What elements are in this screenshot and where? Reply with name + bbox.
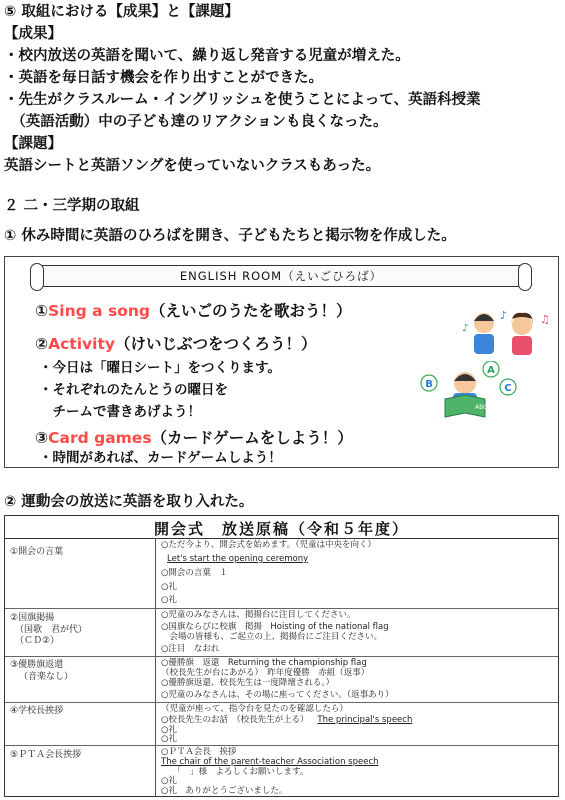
row-divider (5, 702, 558, 703)
activity-line: ・今日は「曜日シート」をつくります。 (39, 360, 281, 376)
script-line: 会場の皆様も、ご起立の上、掲揚台にご注目ください。 (161, 632, 383, 642)
poster-item-english: Sing a song (48, 302, 150, 320)
issues-label: 【課題】 (4, 136, 62, 152)
row-label-sub: （音楽なし） (19, 672, 74, 682)
row-label-sub: （国歌 君が代） (15, 625, 88, 635)
kid-hair (474, 314, 494, 321)
script-line: ○礼 (161, 595, 177, 605)
script-line: ○開会の言葉 １ (161, 568, 228, 578)
script-line: ○礼 ありがとうございました。 (161, 786, 288, 796)
music-note-icon: ♪ (462, 323, 469, 334)
letter-a: A (487, 365, 495, 376)
script-line: 「 」様 よろしくお願いします。 (173, 767, 309, 777)
script-line (161, 715, 412, 726)
script-title: 開会式 放送原稿（令和５年度） (153, 520, 409, 538)
script-line: ○礼 (161, 776, 177, 786)
result-item: ・英語を毎日話す機会を作り出すことができた。 (4, 70, 323, 86)
poster-item-number: ② (35, 335, 49, 353)
result-item: ・校内放送の英語を聞いて、繰り返し発音する児童が増えた。 (4, 48, 410, 64)
poster-item-japanese: （えいごのうたを歌おう！） (150, 302, 352, 320)
row-divider (5, 656, 558, 657)
script-line: （校長先生が台にあがる） 昨年度優勝 赤組（返事） (161, 668, 370, 678)
row-label: ⑤ＰＴＡ会長挨拶 (10, 750, 82, 760)
script-line: ○優勝旗返還、校長先生は一度降壇される。） (161, 678, 335, 688)
kid-hair (454, 374, 476, 381)
script-line: ○ただ今より、開会式を始めます。（児童は中央を向く） (161, 540, 376, 550)
poster-item-japanese: （カードゲームをしよう！） (151, 429, 353, 447)
activity-line: チームで書きあげよう！ (39, 404, 201, 420)
script-line-english: The chair of the parent-teacher Association speech (161, 757, 379, 767)
script-line-english: The principal's speech (317, 715, 413, 725)
row-label: ④学校長挨拶 (10, 706, 64, 716)
script-line-text: ○校長先生のお話 （校長先生が上る） (161, 715, 309, 725)
kid-shirt (512, 336, 532, 355)
script-line: ○注目 なおれ (161, 644, 220, 654)
script-line: ○優勝旗 返還 Returning the championship flag (161, 658, 367, 668)
singing-kids-illustration (460, 309, 552, 359)
book-label: ABC (475, 404, 488, 411)
item-2-caption: ② 運動会の放送に英語を取り入れた。 (4, 494, 254, 510)
row-divider (5, 608, 558, 609)
title-divider (5, 538, 558, 539)
music-note-icon: ♫ (540, 313, 550, 326)
card-line: ・時間があれば、カードゲームしよう！ (39, 450, 282, 466)
poster-item-sing (35, 299, 352, 323)
poster-item-number: ③ (35, 429, 49, 447)
row-divider (5, 745, 558, 746)
issue-item: 英語シートと英語ソングを使っていないクラスもあった。 (4, 158, 381, 174)
script-line: ○礼 (161, 582, 177, 592)
poster-item-japanese: （けいじぶつをつくろう！） (114, 335, 317, 353)
music-note-icon: ♪ (500, 309, 508, 322)
row-label: ③優勝旗返還 (10, 660, 64, 670)
script-line: ○児童のみなさんは、その場に座ってください。（返事あり） (161, 690, 394, 700)
english-room-poster (4, 256, 559, 468)
reading-kid-illustration (417, 361, 517, 419)
result-item: （英語活動）中の子ども達のリアクションも良くなった。 (4, 114, 388, 130)
kid-face (512, 315, 532, 335)
poster-item-activity (35, 332, 316, 356)
activity-line: ・それぞれのたんとうの曜日を (39, 382, 228, 398)
script-line: ○児童のみなさんは、掲揚台に注目してください。 (161, 610, 356, 620)
script-line: ○国旗ならびに校旗 掲揚 Hoisting of the national flag (161, 622, 389, 632)
poster-item-english: Card games (48, 429, 152, 447)
results-label: 【成果】 (4, 26, 62, 42)
poster-item-english: Activity (48, 335, 115, 353)
row-label: ①開会の言葉 (10, 547, 64, 557)
result-item: ・先生がクラスルーム・イングリッシュを使うことによって、英語科授業 (4, 92, 481, 108)
section-5-heading: ⑤ 取組における【成果】と【課題】 (4, 4, 239, 20)
script-line: ○礼 (161, 734, 177, 744)
poster-title-banner (37, 265, 525, 287)
column-divider (155, 538, 156, 796)
item-1-caption: ① 休み時間に英語のひろばを開き、子どもたちと掲示物を作成した。 (4, 228, 456, 244)
kid-shirt (474, 334, 494, 354)
letter-b: B (425, 379, 433, 390)
script-line: ○ＰＴＡ会長 挨拶 (161, 747, 237, 757)
script-line: ○礼 (161, 725, 177, 735)
row-label: ②国旗掲揚 (10, 613, 55, 623)
broadcast-script-sheet (4, 515, 559, 797)
row-label-sub: （ＣＤ②） (15, 636, 60, 646)
script-line: （児童が座って、指令台を見たのを確認したら） (161, 704, 348, 714)
section-2-heading: ２ 二・三学期の取組 (4, 198, 140, 214)
poster-item-number: ① (35, 302, 49, 320)
poster-title: ENGLISH ROOM（えいごひろば） (179, 269, 383, 283)
letter-c: C (504, 383, 512, 394)
script-line-english: Let's start the opening ceremony (167, 554, 309, 564)
